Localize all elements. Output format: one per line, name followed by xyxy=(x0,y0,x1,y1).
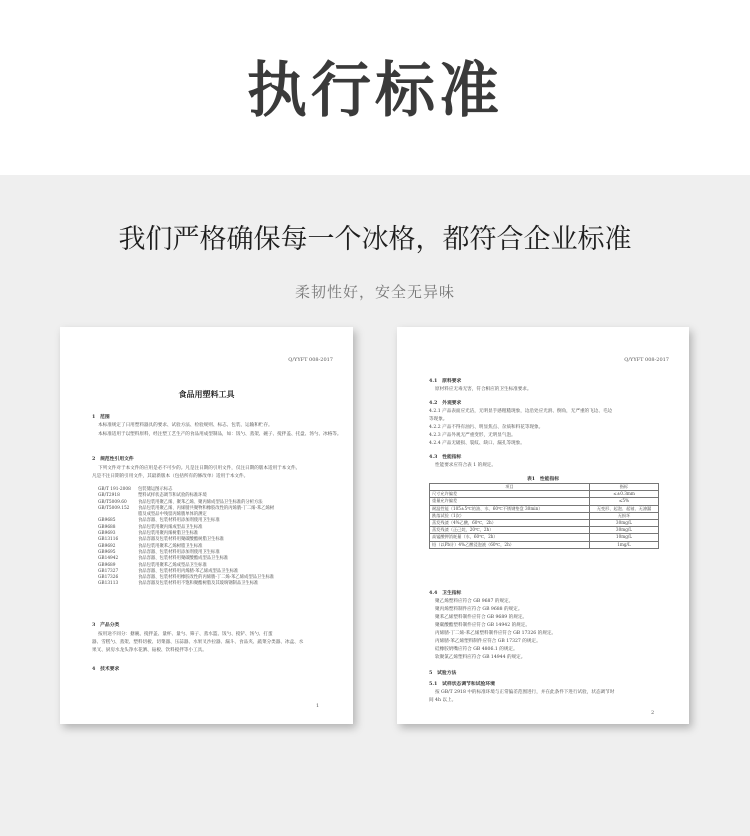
table-row: 尺寸允许偏差 ≤±0.3mm xyxy=(430,491,659,498)
section-3-text: 按用途不同分：搪碗、搅拌盖、量杯、量勺、筛子、蒸水篮、饭勺、搅铲、汤勺、打蛋 xyxy=(98,632,273,637)
page-number: 2 xyxy=(651,710,655,716)
reference-item: GB9689 食品包装用聚苯乙烯成型品卫生标准 xyxy=(98,562,207,568)
section-4-2-item: 等现象。 xyxy=(429,417,448,422)
subline: 柔韧性好，安全无异味 xyxy=(294,283,455,301)
section-4-4-item: 聚碳酸酯塑料制件应符合 GB 14942 的规定。 xyxy=(435,623,530,628)
section-4-3-text: 性能要求应符合表 1 的规定。 xyxy=(435,463,496,468)
section-4-4-item: 丙烯腈-苯乙烯塑料制件应符合 GB 17327 的规定。 xyxy=(435,639,541,644)
section-4-4-title: 4.4 卫生指标 xyxy=(429,590,462,596)
table-row: 蒸发残渣（4%乙酸，60℃，2h） 30mg/L xyxy=(430,520,659,527)
section-4-4-item: 丙烯腈-丁二烯-苯乙烯塑料制件应符合 GB 17326 的规定。 xyxy=(435,631,557,636)
section-3-text: 果叉、厨房水龙头净水花洒、砧板、饮料搅拌等小工具。 xyxy=(92,648,207,653)
section-5-1-text: 按 GB/T 2918 中的标准环境与正常偏差范围进行，并在此条件下进行试验，状态调节时 xyxy=(435,690,615,695)
document-title: 食品用塑料工具 xyxy=(178,389,235,399)
reference-item: GB17327 食品容器、包装材料用丙烯腈-苯乙烯成型品卫生标准 xyxy=(98,568,239,574)
section-4-title: 4 技术要求 xyxy=(92,666,120,672)
reference-item: GB9693 食品包装用聚丙烯树脂卫生标准 xyxy=(98,531,199,537)
section-4-2-item: 4.2.2 产品不得有油污、明显焦点、杂质和料花等现象。 xyxy=(429,425,544,430)
page-number: 1 xyxy=(316,703,320,709)
document-page-2 xyxy=(397,327,689,724)
page-title: 执行标准 xyxy=(247,56,503,126)
section-1-title: 1 范围 xyxy=(92,414,110,420)
reference-list xyxy=(98,487,338,588)
section-4-1-title: 4.1 原料要求 xyxy=(429,378,462,384)
section-5-title: 5 试验方法 xyxy=(429,670,457,676)
table-row: 重量允许偏差 ≤5% xyxy=(430,498,659,505)
section-4-4-item: 聚乙烯塑料应符合 GB 9687 的规定。 xyxy=(435,599,514,604)
reference-item: GB/T2918 塑料试样状态调节和试验的标准环境 xyxy=(98,493,207,499)
section-4-3-title: 4.3 性能指标 xyxy=(429,454,462,460)
reference-item: GB/T5009.60 食品包装用聚乙烯、聚苯乙烯、聚丙烯成型品卫生标准的分析方法 xyxy=(98,499,263,505)
performance-table xyxy=(429,483,659,549)
reference-item: GB13116 食品容器及包装材料用聚碳酸酯树脂卫生标准 xyxy=(98,537,224,543)
table-row: 铅（以Pb计）4%乙酸浸泡液（60℃，2h） 1mg/L xyxy=(430,541,659,548)
reference-item: GB14942 食品容器、包装材料用聚碳酸酯成型品卫生标准 xyxy=(98,556,229,562)
section-5-1-text: 间 4h 以上。 xyxy=(429,698,457,703)
reference-item: GB17326 食品容器、包装材料用橡胶改性的丙烯腈-丁二烯-苯乙烯成型品卫生标准 xyxy=(98,575,275,581)
document-page-1 xyxy=(60,327,353,724)
reference-item: GB/T5009.152 食品包装用聚乙烯、丙烯腈共聚物和橡胶改性的丙烯腈-丁二烯-苯乙烯树 xyxy=(98,505,275,511)
section-2-text: 下列文件对于本文件的应用是必不可少的。凡是注日期的引用文件，仅注日期的版本适用于本文件。 xyxy=(98,466,301,471)
section-4-2-title: 4.2 外观要求 xyxy=(429,400,462,406)
section-3-text: 器、雪糕勺、蒸架、塑料切板、切菜器、压蒜器、水果叉沙拉器、漏斗、食品夹、蔬菜分类器、冰盒、水 xyxy=(92,640,304,645)
reference-item: GB9692 食品包装用聚苯乙烯树脂卫生标准 xyxy=(98,543,203,549)
reference-item: GB9695 食品容器、包装材料用添加剂使用卫生标准 xyxy=(98,549,220,555)
table-row: 项目 指标 xyxy=(430,484,659,491)
table-caption: 表1 性能指标 xyxy=(526,476,560,482)
reference-item: GB/T 191-2008 包装储运图示标志 xyxy=(98,487,173,492)
reference-item: GB9688 食品包装用聚丙烯成型品卫生标准 xyxy=(98,524,203,530)
table-row: 蒸发残渣（正己烷，20℃，2h） 30mg/L xyxy=(430,527,659,534)
reference-item: GB9685 食品容器、包装材料用添加剂使用卫生标准 xyxy=(98,518,220,524)
standard-code: Q/YYFT 008-2017 xyxy=(288,357,333,363)
section-4-4-item: 聚苯乙烯塑料制件应符合 GB 9689 的规定。 xyxy=(435,615,528,620)
section-2-title: 2 规范性引用文件 xyxy=(92,456,134,462)
reference-item: GB13113 食品容器及包装材料用不饱和聚酯树脂及其玻璃钢制品卫生标准 xyxy=(98,581,259,587)
section-4-2-item: 4.2.1 产品表面应光洁，无明显手感粗糙现象，边沿处应光滑、倒角，无严重的飞边、毛边 xyxy=(429,409,613,414)
section-4-4-item: 软聚氯乙烯塑料应符合 GB 14944 的规定。 xyxy=(435,655,526,660)
standard-code: Q/YYFT 008-2017 xyxy=(624,357,669,363)
reference-item: 脂及成型品中残留丙烯腈单体的测定 xyxy=(138,512,207,518)
section-4-1-text: 原材料应无毒无害，符合相应的卫生标准要求。 xyxy=(435,387,532,392)
section-3-title: 3 产品分类 xyxy=(92,622,120,628)
section-5-1-title: 5.1 试样状态调节和试验环境 xyxy=(429,681,495,687)
section-1-text: 本标准规定了日用塑料器具的要求、试验方法、检验规则、标志、包装、运输和贮存。 xyxy=(98,423,273,428)
section-4-2-item: 4.2.4 产品无破损、裂纹、缺口、漏孔等现象。 xyxy=(429,441,525,446)
table-row: 耐温性能（105±5℃的油、水、60℃不锈钢垫盘 30min） 无变形、起泡、起皱、无渗漏 xyxy=(430,505,659,512)
table-row: 跌落试验（1次） 无损坏 xyxy=(430,512,659,519)
section-4-4-item: 聚丙烯塑料制件应符合 GB 9688 的规定。 xyxy=(435,607,523,612)
headline: 我们严格确保每一个冰格，都符合企业标准 xyxy=(118,224,632,255)
section-1-text: 本标准适用于以塑料原料，经注塑工艺生产的食品用成型制品，如：饭勺、蒸架、碗子、搅拌盖、托盘、汤勺、冰格等。 xyxy=(98,432,342,437)
section-4-4-item: 硅橡胶奶嘴应符合 GB 4806.1 的规定。 xyxy=(435,647,518,652)
section-2-text: 凡是不注日期的引用文件，其最新版本（包括所有的修改单）适用于本文件。 xyxy=(92,474,249,479)
table-row: 高锰酸钾消耗量（水，60℃，2h） 10mg/L xyxy=(430,534,659,541)
section-4-2-item: 4.2.3 产品外观无严重变形，无明显气泡。 xyxy=(429,433,516,438)
